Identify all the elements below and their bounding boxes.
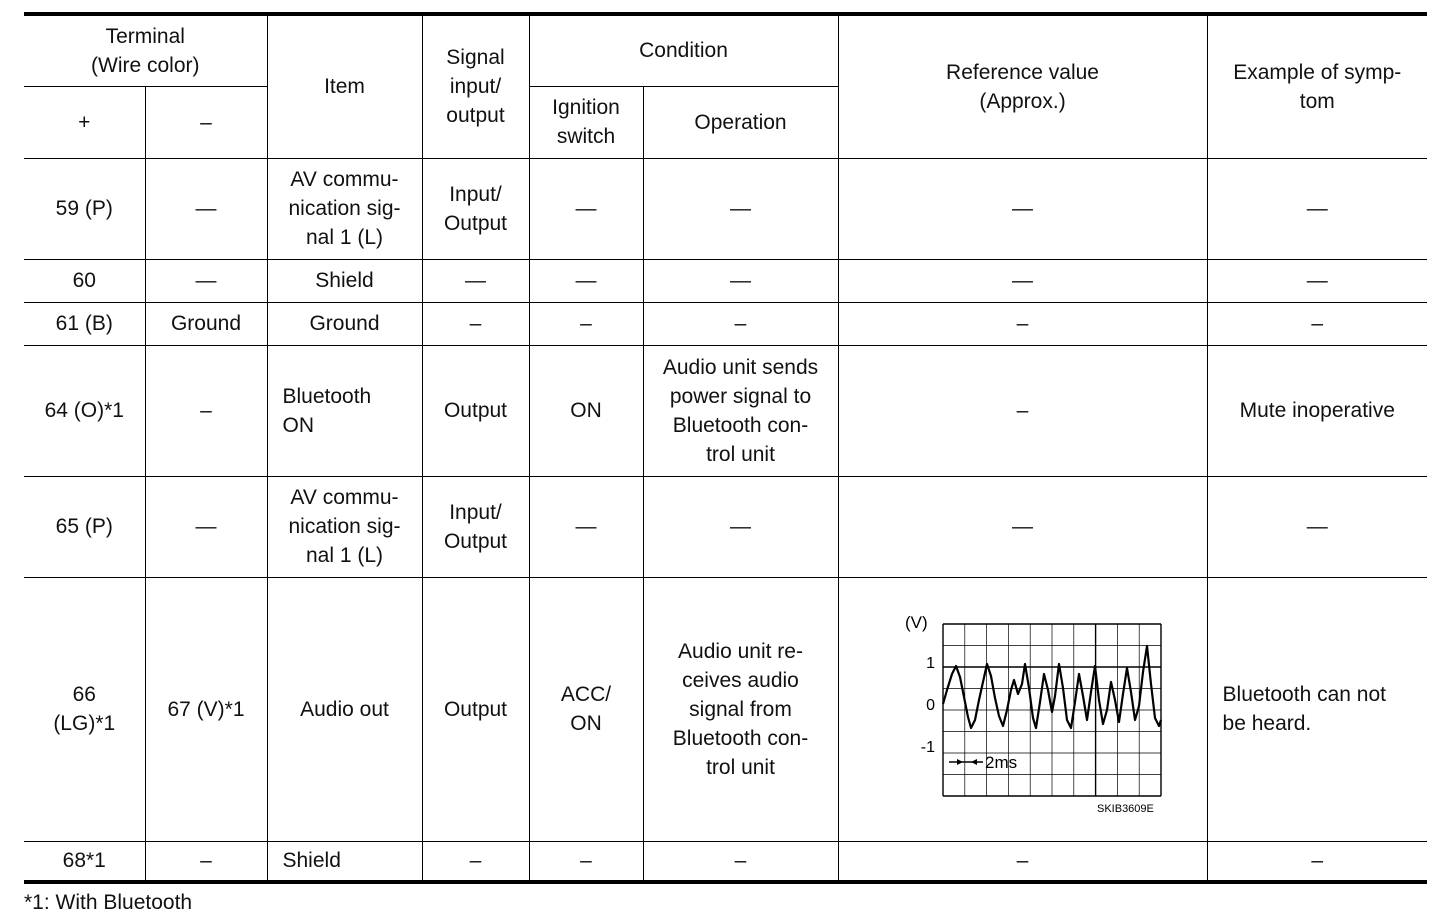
- signal-cell: Output: [422, 577, 529, 841]
- reference-cell: —: [838, 158, 1207, 259]
- waveform-y-label: -1: [920, 738, 935, 756]
- operation-cell: Audio unit sends power signal to Bluetooth con- trol unit: [643, 345, 838, 476]
- header-condition: Condition: [529, 14, 838, 86]
- symptom-cell: –: [1207, 841, 1427, 882]
- waveform-time-label: 2ms: [984, 752, 1017, 772]
- ignition-cell: –: [529, 302, 643, 345]
- item-cell: AV commu- nication sig- nal 1 (L): [267, 158, 422, 259]
- ignition-cell: —: [529, 158, 643, 259]
- ignition-cell: —: [529, 476, 643, 577]
- terminal-plus-cell: 65 (P): [24, 476, 145, 577]
- signal-cell: –: [422, 841, 529, 882]
- table-row: [24, 158, 1427, 259]
- reference-cell: –: [838, 302, 1207, 345]
- operation-cell: –: [643, 841, 838, 882]
- terminal-spec-sheet: [24, 12, 1427, 884]
- terminal-plus-cell: 66 (LG)*1: [24, 577, 145, 841]
- terminal-plus-cell: 64 (O)*1: [24, 345, 145, 476]
- terminal-minus-cell: —: [145, 158, 267, 259]
- symptom-cell: —: [1207, 259, 1427, 302]
- header-terminal: Terminal (Wire color): [24, 14, 267, 86]
- reference-cell: –: [838, 841, 1207, 882]
- ignition-cell: —: [529, 259, 643, 302]
- figure-code: SKIB3609E: [1096, 802, 1154, 815]
- signal-cell: —: [422, 259, 529, 302]
- reference-cell: —: [838, 476, 1207, 577]
- table-row: [24, 302, 1427, 345]
- table-row: [24, 476, 1427, 577]
- terminal-plus-cell: 60: [24, 259, 145, 302]
- symptom-cell: –: [1207, 302, 1427, 345]
- terminal-minus-cell: —: [145, 259, 267, 302]
- table-row: [24, 345, 1427, 476]
- terminal-plus-cell: 68*1: [24, 841, 145, 882]
- table-row: [24, 259, 1427, 302]
- item-cell: AV commu- nication sig- nal 1 (L): [267, 476, 422, 577]
- header-terminal-plus: +: [24, 86, 145, 158]
- header-operation: Operation: [643, 86, 838, 158]
- item-cell: Shield: [267, 841, 422, 882]
- signal-cell: Input/ Output: [422, 158, 529, 259]
- reference-cell: [838, 577, 1207, 841]
- table-row: [24, 841, 1427, 882]
- symptom-cell: Bluetooth can not be heard.: [1207, 577, 1427, 841]
- header-example-symptom: Example of symp- tom: [1207, 14, 1427, 158]
- waveform-plot: [873, 602, 1173, 817]
- symptom-cell: —: [1207, 476, 1427, 577]
- operation-cell: Audio unit re- ceives audio signal from Bluetooth con- trol unit: [643, 577, 838, 841]
- header-ignition-switch: Ignition switch: [529, 86, 643, 158]
- ignition-cell: ON: [529, 345, 643, 476]
- time-division-marker: [949, 759, 983, 765]
- symptom-cell: —: [1207, 158, 1427, 259]
- signal-cell: –: [422, 302, 529, 345]
- waveform-unit-label: (V): [904, 612, 928, 632]
- operation-cell: —: [643, 476, 838, 577]
- terminal-minus-cell: –: [145, 841, 267, 882]
- item-cell: Bluetooth ON: [267, 345, 422, 476]
- table-row: [24, 577, 1427, 841]
- terminal-minus-cell: –: [145, 345, 267, 476]
- waveform-y-label: 0: [925, 696, 935, 714]
- terminal-minus-cell: —: [145, 476, 267, 577]
- header-signal-io: Signal input/ output: [422, 14, 529, 158]
- waveform-y-label: 1: [925, 654, 935, 672]
- terminal-plus-cell: 59 (P): [24, 158, 145, 259]
- item-cell: Audio out: [267, 577, 422, 841]
- reference-cell: —: [838, 259, 1207, 302]
- item-cell: Shield: [267, 259, 422, 302]
- operation-cell: —: [643, 259, 838, 302]
- signal-cell: Output: [422, 345, 529, 476]
- header-reference-value: Reference value (Approx.): [838, 14, 1207, 158]
- terminal-minus-cell: Ground: [145, 302, 267, 345]
- signal-cell: Input/ Output: [422, 476, 529, 577]
- header-item: Item: [267, 14, 422, 158]
- operation-cell: –: [643, 302, 838, 345]
- ignition-cell: ACC/ ON: [529, 577, 643, 841]
- ignition-cell: –: [529, 841, 643, 882]
- header-terminal-minus: –: [145, 86, 267, 158]
- waveform-figure: [873, 602, 1173, 817]
- reference-cell: –: [838, 345, 1207, 476]
- terminal-minus-cell: 67 (V)*1: [145, 577, 267, 841]
- operation-cell: —: [643, 158, 838, 259]
- terminal-plus-cell: 61 (B): [24, 302, 145, 345]
- symptom-cell: Mute inoperative: [1207, 345, 1427, 476]
- item-cell: Ground: [267, 302, 422, 345]
- terminal-spec-table: [24, 12, 1427, 884]
- footnote: *1: With Bluetooth: [24, 891, 193, 914]
